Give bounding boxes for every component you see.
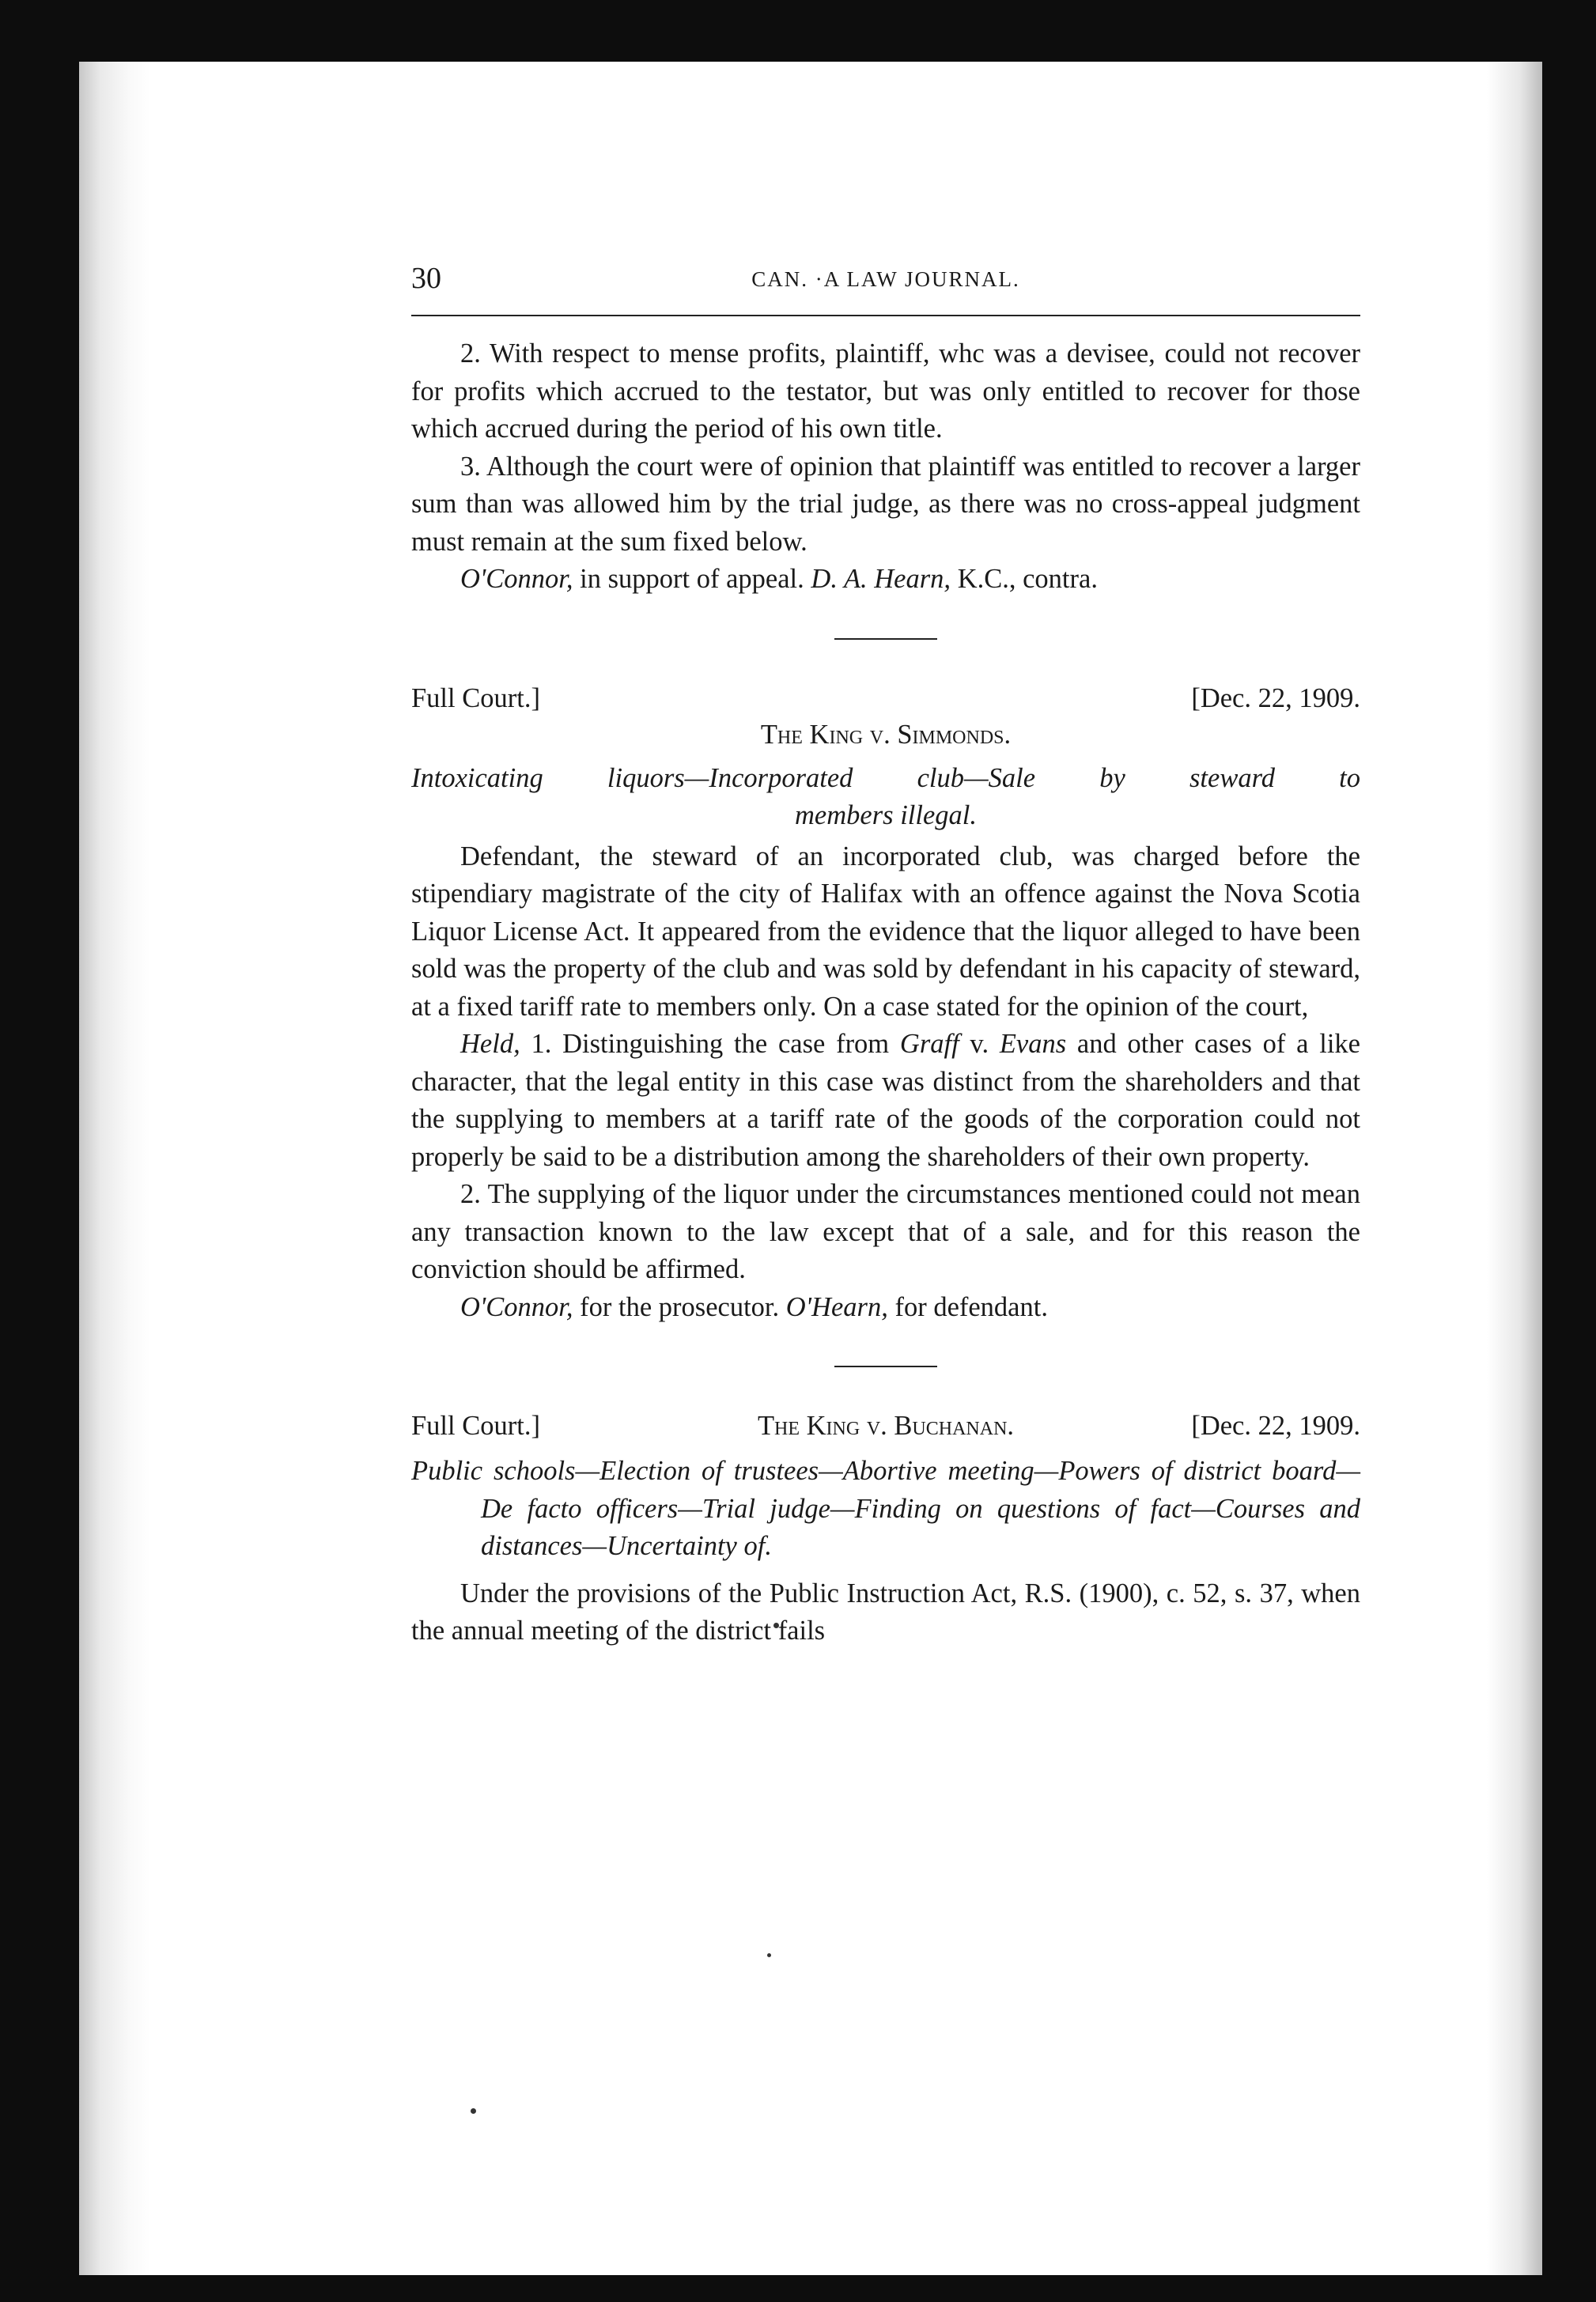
facts-paragraph: Defendant, the steward of an incorporated club, was charged before the stipendiary magistrate of the city of Halifax with an offence against the Nova Scotia Liquor License Act. It appeared from the evidence that the liquor alleged to have been sold was the property of the club and was sold by defendant in his capacity of steward, at a fixed tariff rate to members only. On a case stated for the opinion of the court, (411, 841, 1360, 1022)
counsel-name: O'Connor, (460, 564, 573, 594)
scan-border-top (0, 0, 1596, 62)
document-page (411, 261, 1360, 1650)
ink-speck (767, 1953, 771, 1957)
counsel-line (411, 561, 1360, 599)
held-text: 1. Distinguishing the case from (520, 1029, 900, 1059)
headnote (411, 760, 1360, 835)
facts-paragraph: Under the provisions of the Public Instruction Act, R.S. (1900), c. 52, s. 37, when the annual meeting of the district fails (411, 1578, 1360, 1646)
section-separator (834, 1366, 937, 1367)
court-label: Full Court.] (411, 682, 540, 713)
counsel-name: O'Connor, (460, 1291, 573, 1322)
case-header (411, 679, 1360, 717)
counsel-role: K.C., contra. (951, 564, 1098, 594)
counsel-name: O'Hearn, (785, 1291, 888, 1322)
held-paragraph (411, 1026, 1360, 1176)
page-number: 30 (411, 262, 441, 295)
case-header (411, 1407, 1360, 1445)
court-label: Full Court.] (411, 1411, 540, 1441)
headnote-line: members illegal. (795, 800, 977, 830)
header-rule (411, 315, 1360, 316)
case-citation: Evans (999, 1029, 1067, 1059)
running-head (411, 261, 1360, 310)
journal-title: CAN. ·A LAW JOURNAL. (751, 267, 1020, 291)
counsel-role: in support of appeal. (573, 564, 811, 594)
headnote-line: Intoxicating liquors—Incorporated club—Sale by steward to (411, 762, 1360, 793)
paragraph-mense-profits: 2. With respect to mense profits, plaintiff, whc was a devisee, could not recover for profits which accrued to the testator, but was only entitled to recover for those which accrued during the period of his own title. (411, 338, 1360, 444)
versus: v. (959, 1029, 1000, 1059)
held-label: Held, (460, 1029, 520, 1059)
scan-border-bottom (0, 2275, 1596, 2302)
case-citation: Graff (899, 1029, 959, 1059)
held-text: and other cases of a like character, that the legal entity in this case was distinct from the shareholders and that the supplying to members at a tariff rate of the goods of the corporation could not properly be said to be a distribution among the shareholders of their own property. (411, 1029, 1360, 1172)
scan-shadow-right (1487, 62, 1542, 2302)
scan-shadow-left (79, 62, 150, 2302)
case-title: The King v. Buchanan. (757, 1411, 1015, 1441)
case-date: [Dec. 22, 1909. (1191, 1411, 1360, 1441)
section-separator (834, 638, 937, 640)
scan-border-right (1542, 0, 1596, 2302)
counsel-role: for defendant. (887, 1291, 1048, 1322)
counsel-line (411, 1289, 1360, 1327)
counsel-name: D. A. Hearn, (811, 564, 951, 594)
paragraph-cross-appeal: 3. Although the court were of opinion that plaintiff was entitled to recover a larger sum than was allowed him by the trial judge, as there was no cross-appeal judgment must remain at the sum fixed below. (411, 451, 1360, 557)
counsel-role: for the prosecutor. (573, 1291, 786, 1322)
held-paragraph-2: 2. The supplying of the liquor under the circumstances mentioned could not mean any transaction known to the law except that of a sale, and for this reason the conviction should be affirmed. (411, 1179, 1360, 1284)
headnote: Public schools—Election of trustees—Abortive meeting—Powers of district board—De facto officers—Trial judge—Finding on questions of fact—Courses and distances—Uncertainty of. (411, 1456, 1360, 1561)
ink-speck (471, 2108, 476, 2114)
case-date: [Dec. 22, 1909. (1191, 682, 1360, 713)
scan-border-left (0, 0, 79, 2302)
case-title: The King v. Simmonds. (760, 719, 1012, 750)
